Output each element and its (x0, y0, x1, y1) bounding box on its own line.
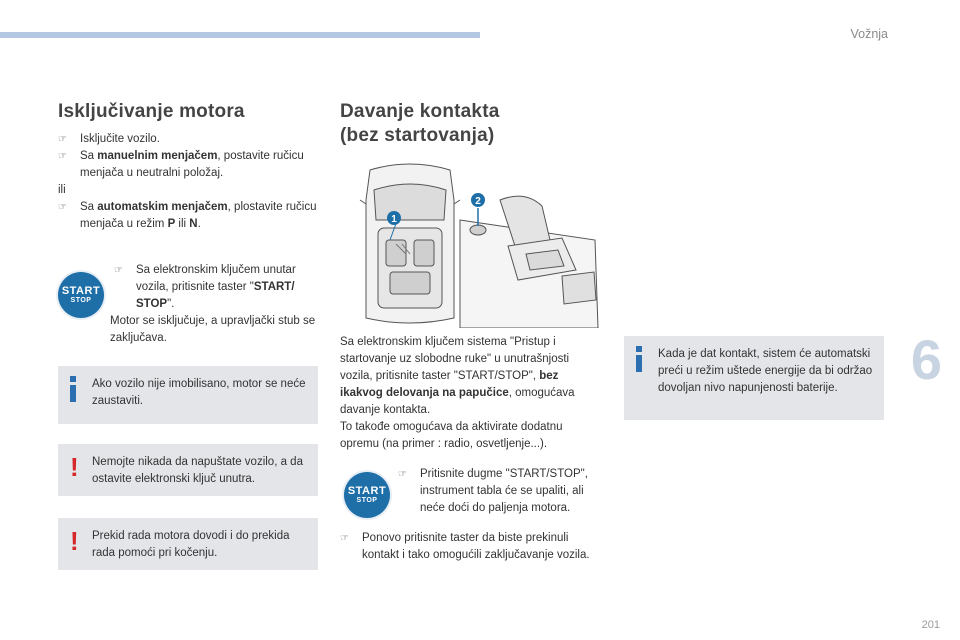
chapter-number: 6 (910, 328, 942, 391)
info-box-immobilised (58, 366, 318, 424)
info-icon (70, 376, 76, 402)
right-title: Davanje kontakta (bez startovanja) (340, 101, 500, 146)
left-column (58, 100, 320, 233)
warning-icon: ! (70, 452, 79, 482)
section-title: Vožnja (850, 27, 888, 41)
step-press-start: ☞ Pritisnite dugme "START/STOP", instrument tabla će se upaliti, ali neće doći do paljenja motora. (398, 466, 604, 517)
start-stop-button-icon: START STOP (58, 272, 104, 318)
press-again-instruction (340, 530, 602, 564)
warning-text: Nemojte nikada da napuštate vozilo, a da ostavite elektronski ključ unutra. (92, 456, 303, 485)
motor-off-text: Motor se isključuje, a upravljački stub se zaključava. (110, 315, 316, 344)
ignition-description (340, 334, 602, 453)
car-interior-illustration (350, 160, 602, 328)
or-text: ili (58, 184, 66, 196)
warning-box-braking (58, 518, 318, 570)
step-press-start-stop: ☞ Sa elektronskim ključem unutar vozila, pritisnite taster "START/ STOP". (114, 262, 320, 313)
page-number: 201 (921, 619, 940, 631)
info-box-energy-saving (624, 336, 884, 420)
info-text: Kada je dat kontakt, sistem će automatski preći u režim uštede energije da bi održao dovoljan nivo napunjenosti baterije. (658, 348, 873, 394)
warning-box-key (58, 444, 318, 496)
center-console-illustration (460, 196, 598, 328)
warning-icon: ! (70, 526, 79, 556)
shutdown-steps (58, 131, 320, 233)
accessories-paragraph: To takođe omogućava da aktivirate dodatnu opremu (na primer : radio, osvetljenje...). (340, 421, 563, 450)
ignition-paragraph: Sa elektronskim ključem sistema "Pristup i startovanje uz slobodne ruke" u unutrašnjosti vozila, pritisnite taster "START/STOP", bez ikakvog delovanja na papučice, omogućava davanje kontakta. (340, 336, 575, 416)
step-switch-off: ☞ Isključite vozilo. (58, 131, 320, 148)
right-column (340, 100, 602, 148)
callout-2-label: 2 (475, 196, 481, 207)
info-text: Ako vozilo nije imobilisano, motor se neće zaustaviti. (92, 378, 306, 407)
press-start-instruction (398, 466, 604, 517)
car-top-view-illustration (360, 164, 460, 323)
info-icon (636, 346, 642, 372)
step-manual: ☞ Sa manuelnim menjačem, postavite ručicu menjača u neutralni položaj. (58, 148, 320, 182)
step-automatic: ☞ Sa automatskim menjačem, plostavite ručicu menjača u režim P ili N. (58, 199, 320, 233)
warning-text: Prekid rada motora dovodi i do prekida rada pomoći pri kočenju. (92, 530, 290, 559)
start-stop-instruction (110, 262, 320, 347)
header-bar (0, 32, 480, 38)
callout-1-label: 1 (391, 214, 397, 225)
start-stop-button-icon: START STOP (344, 472, 390, 518)
left-title: Isključivanje motora (58, 101, 245, 122)
step-press-again: ☞ Ponovo pritisnite taster da biste prekinuli kontakt i tako omogućili zaključavanje vozila. (340, 530, 602, 564)
